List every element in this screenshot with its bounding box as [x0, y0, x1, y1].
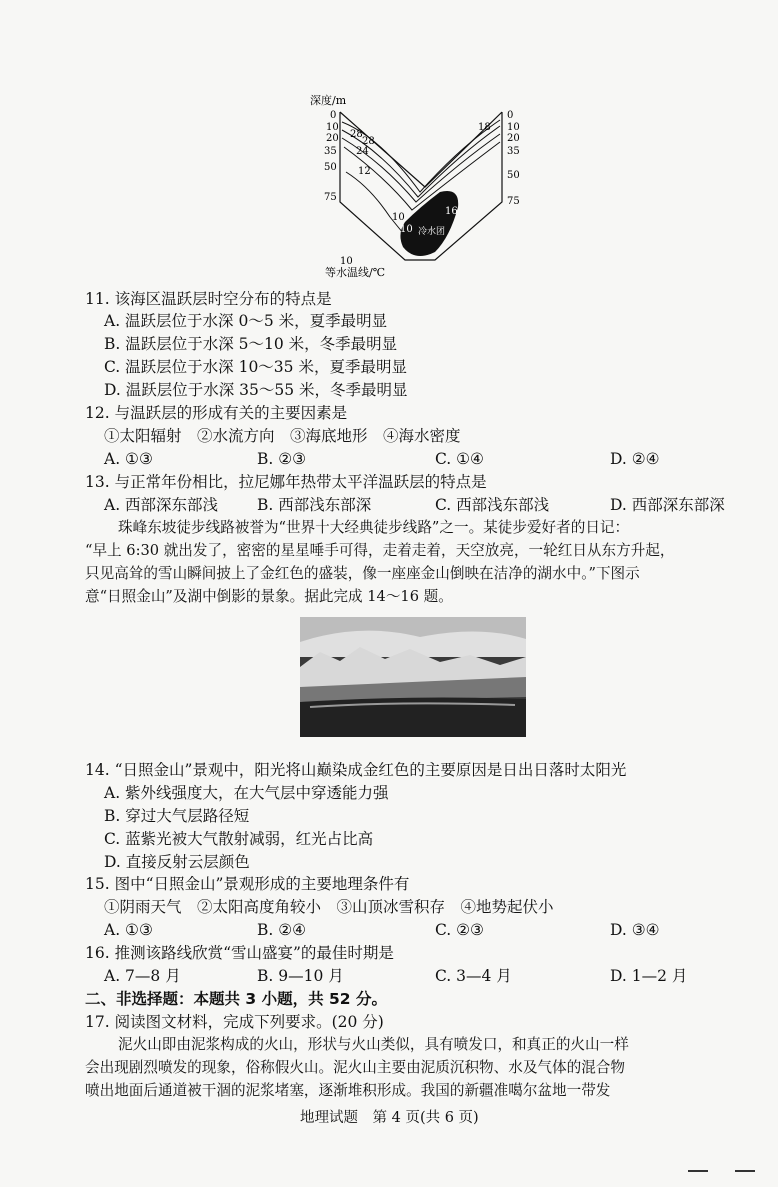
q12-option-a: A. ①③ [104, 450, 153, 468]
depth-axis-label: 深度/m [310, 94, 347, 107]
left-tick: 20 [326, 133, 339, 144]
right-tick: 10 [507, 122, 520, 133]
q15-option-d: D. ③④ [610, 921, 660, 939]
right-tick: 75 [507, 196, 520, 207]
q17-text-3: 喷出地面后通道被干涸的泥浆堵塞，逐渐堆积形成。我国的新疆准噶尔盆地一带发 [85, 1082, 611, 1099]
q13-stem: 13. 与正常年份相比，拉尼娜年热带太平洋温跃层的特点是 [85, 473, 487, 491]
q11-option-a: A. 温跃层位于水深 0～5 米，夏季最明显 [104, 312, 388, 330]
scan-mark [735, 1170, 755, 1172]
left-tick: 0 [330, 110, 337, 121]
passage-line-4: 意“日照金山”及湖中倒影的景象。据此完成 14～16 题。 [85, 588, 453, 605]
section-2-title: 二、非选择题：本题共 3 小题，共 52 分。 [85, 990, 387, 1008]
q17-text-1: 泥火山即由泥浆构成的火山，形状与火山类似，具有喷发口，和真正的火山一样 [118, 1036, 629, 1053]
q14-option-c: C. 蓝紫光被大气散射减弱，红光占比高 [104, 830, 374, 848]
isotherm-label: 10 [340, 256, 353, 267]
q11-option-c: C. 温跃层位于水深 10～35 米，夏季最明显 [104, 358, 407, 376]
q13-option-d: D. 西部深东部深 [610, 496, 725, 514]
q15-option-b: B. ②④ [257, 921, 307, 939]
right-tick: 0 [507, 110, 514, 121]
q14-option-d: D. 直接反射云层颜色 [104, 853, 250, 871]
q16-option-b: B. 9—10 月 [257, 967, 344, 985]
q12-option-b: B. ②③ [257, 450, 307, 468]
diagram-caption: 等水温线/℃ [325, 266, 386, 279]
right-tick: 20 [507, 133, 520, 144]
q11-stem: 11. 该海区温跃层时空分布的特点是 [85, 290, 332, 308]
q15-option-c: C. ②③ [435, 921, 484, 939]
isotherm-diagram [300, 92, 530, 282]
q11-option-d: D. 温跃层位于水深 35～55 米，冬季最明显 [104, 381, 408, 399]
q13-option-b: B. 西部浅东部深 [257, 496, 372, 514]
left-tick: 50 [324, 162, 337, 173]
cold-water-label: 冷水团 [418, 227, 446, 237]
q13-option-c: C. 西部浅东部浅 [435, 496, 550, 514]
q14-option-a: A. 紫外线强度大，在大气层中穿透能力强 [104, 784, 389, 802]
q12-option-c: C. ①④ [435, 450, 484, 468]
q12-option-d: D. ②④ [610, 450, 660, 468]
q16-option-d: D. 1—2 月 [610, 967, 688, 985]
isotherm-label: 28 [362, 136, 375, 147]
q15-option-a: A. ①③ [104, 921, 153, 939]
passage-line-2: “早上 6:30 就出发了，密密的星星唾手可得，走着走着，天空放亮，一轮红日从东方升起， [85, 542, 675, 559]
page-footer: 地理试题 第 4 页(共 6 页) [300, 1110, 479, 1126]
mountain-photo-illustration [300, 617, 526, 737]
left-tick: 75 [324, 192, 337, 203]
isotherm-label: 10 [392, 212, 405, 223]
q12-factors: ①太阳辐射 ②水流方向 ③海底地形 ④海水密度 [104, 427, 461, 445]
isotherm-label: 28 [350, 129, 363, 140]
q17-text-2: 会出现剧烈喷发的现象，俗称假火山。泥火山主要由泥质沉积物、水及气体的混合物 [85, 1059, 625, 1076]
left-tick: 10 [326, 122, 339, 133]
q16-option-a: A. 7—8 月 [104, 967, 181, 985]
scan-mark [688, 1170, 708, 1172]
isotherm-label: 18 [478, 122, 491, 133]
right-tick: 35 [507, 146, 520, 157]
q16-option-c: C. 3—4 月 [435, 967, 512, 985]
passage-line-3: 只见高耸的雪山瞬间披上了金红色的盛装，像一座座金山倒映在洁净的湖水中。”下图示 [85, 565, 640, 582]
q15-factors: ①阴雨天气 ②太阳高度角较小 ③山顶冰雪积存 ④地势起伏小 [104, 898, 554, 916]
q14-option-b: B. 穿过大气层路径短 [104, 807, 250, 825]
left-tick: 35 [324, 146, 337, 157]
isotherm-label: 10 [400, 224, 413, 235]
right-depth-ticks [507, 110, 520, 207]
isotherm-label: 16 [445, 206, 458, 217]
sunlit-mountain-photo [300, 617, 526, 737]
passage-line-1: 珠峰东坡徒步线路被誉为“世界十大经典徒步线路”之一。某徒步爱好者的日记： [118, 519, 630, 536]
q13-option-a: A. 西部深东部浅 [104, 496, 219, 514]
left-depth-ticks [324, 110, 339, 203]
q15-stem: 15. 图中“日照金山”景观形成的主要地理条件有 [85, 875, 410, 893]
q11-option-b: B. 温跃层位于水深 5～10 米，冬季最明显 [104, 335, 398, 353]
q17-stem: 17. 阅读图文材料，完成下列要求。(20 分) [85, 1013, 384, 1031]
q16-stem: 16. 推测该路线欣赏“雪山盛宴”的最佳时期是 [85, 944, 394, 962]
q12-stem: 12. 与温跃层的形成有关的主要因素是 [85, 404, 348, 422]
q14-stem: 14. “日照金山”景观中，阳光将山巅染成金红色的主要原因是日出日落时太阳光 [85, 761, 627, 779]
isotherm-label: 12 [358, 166, 371, 177]
right-tick: 50 [507, 170, 520, 181]
isotherm-label: 24 [356, 146, 369, 157]
